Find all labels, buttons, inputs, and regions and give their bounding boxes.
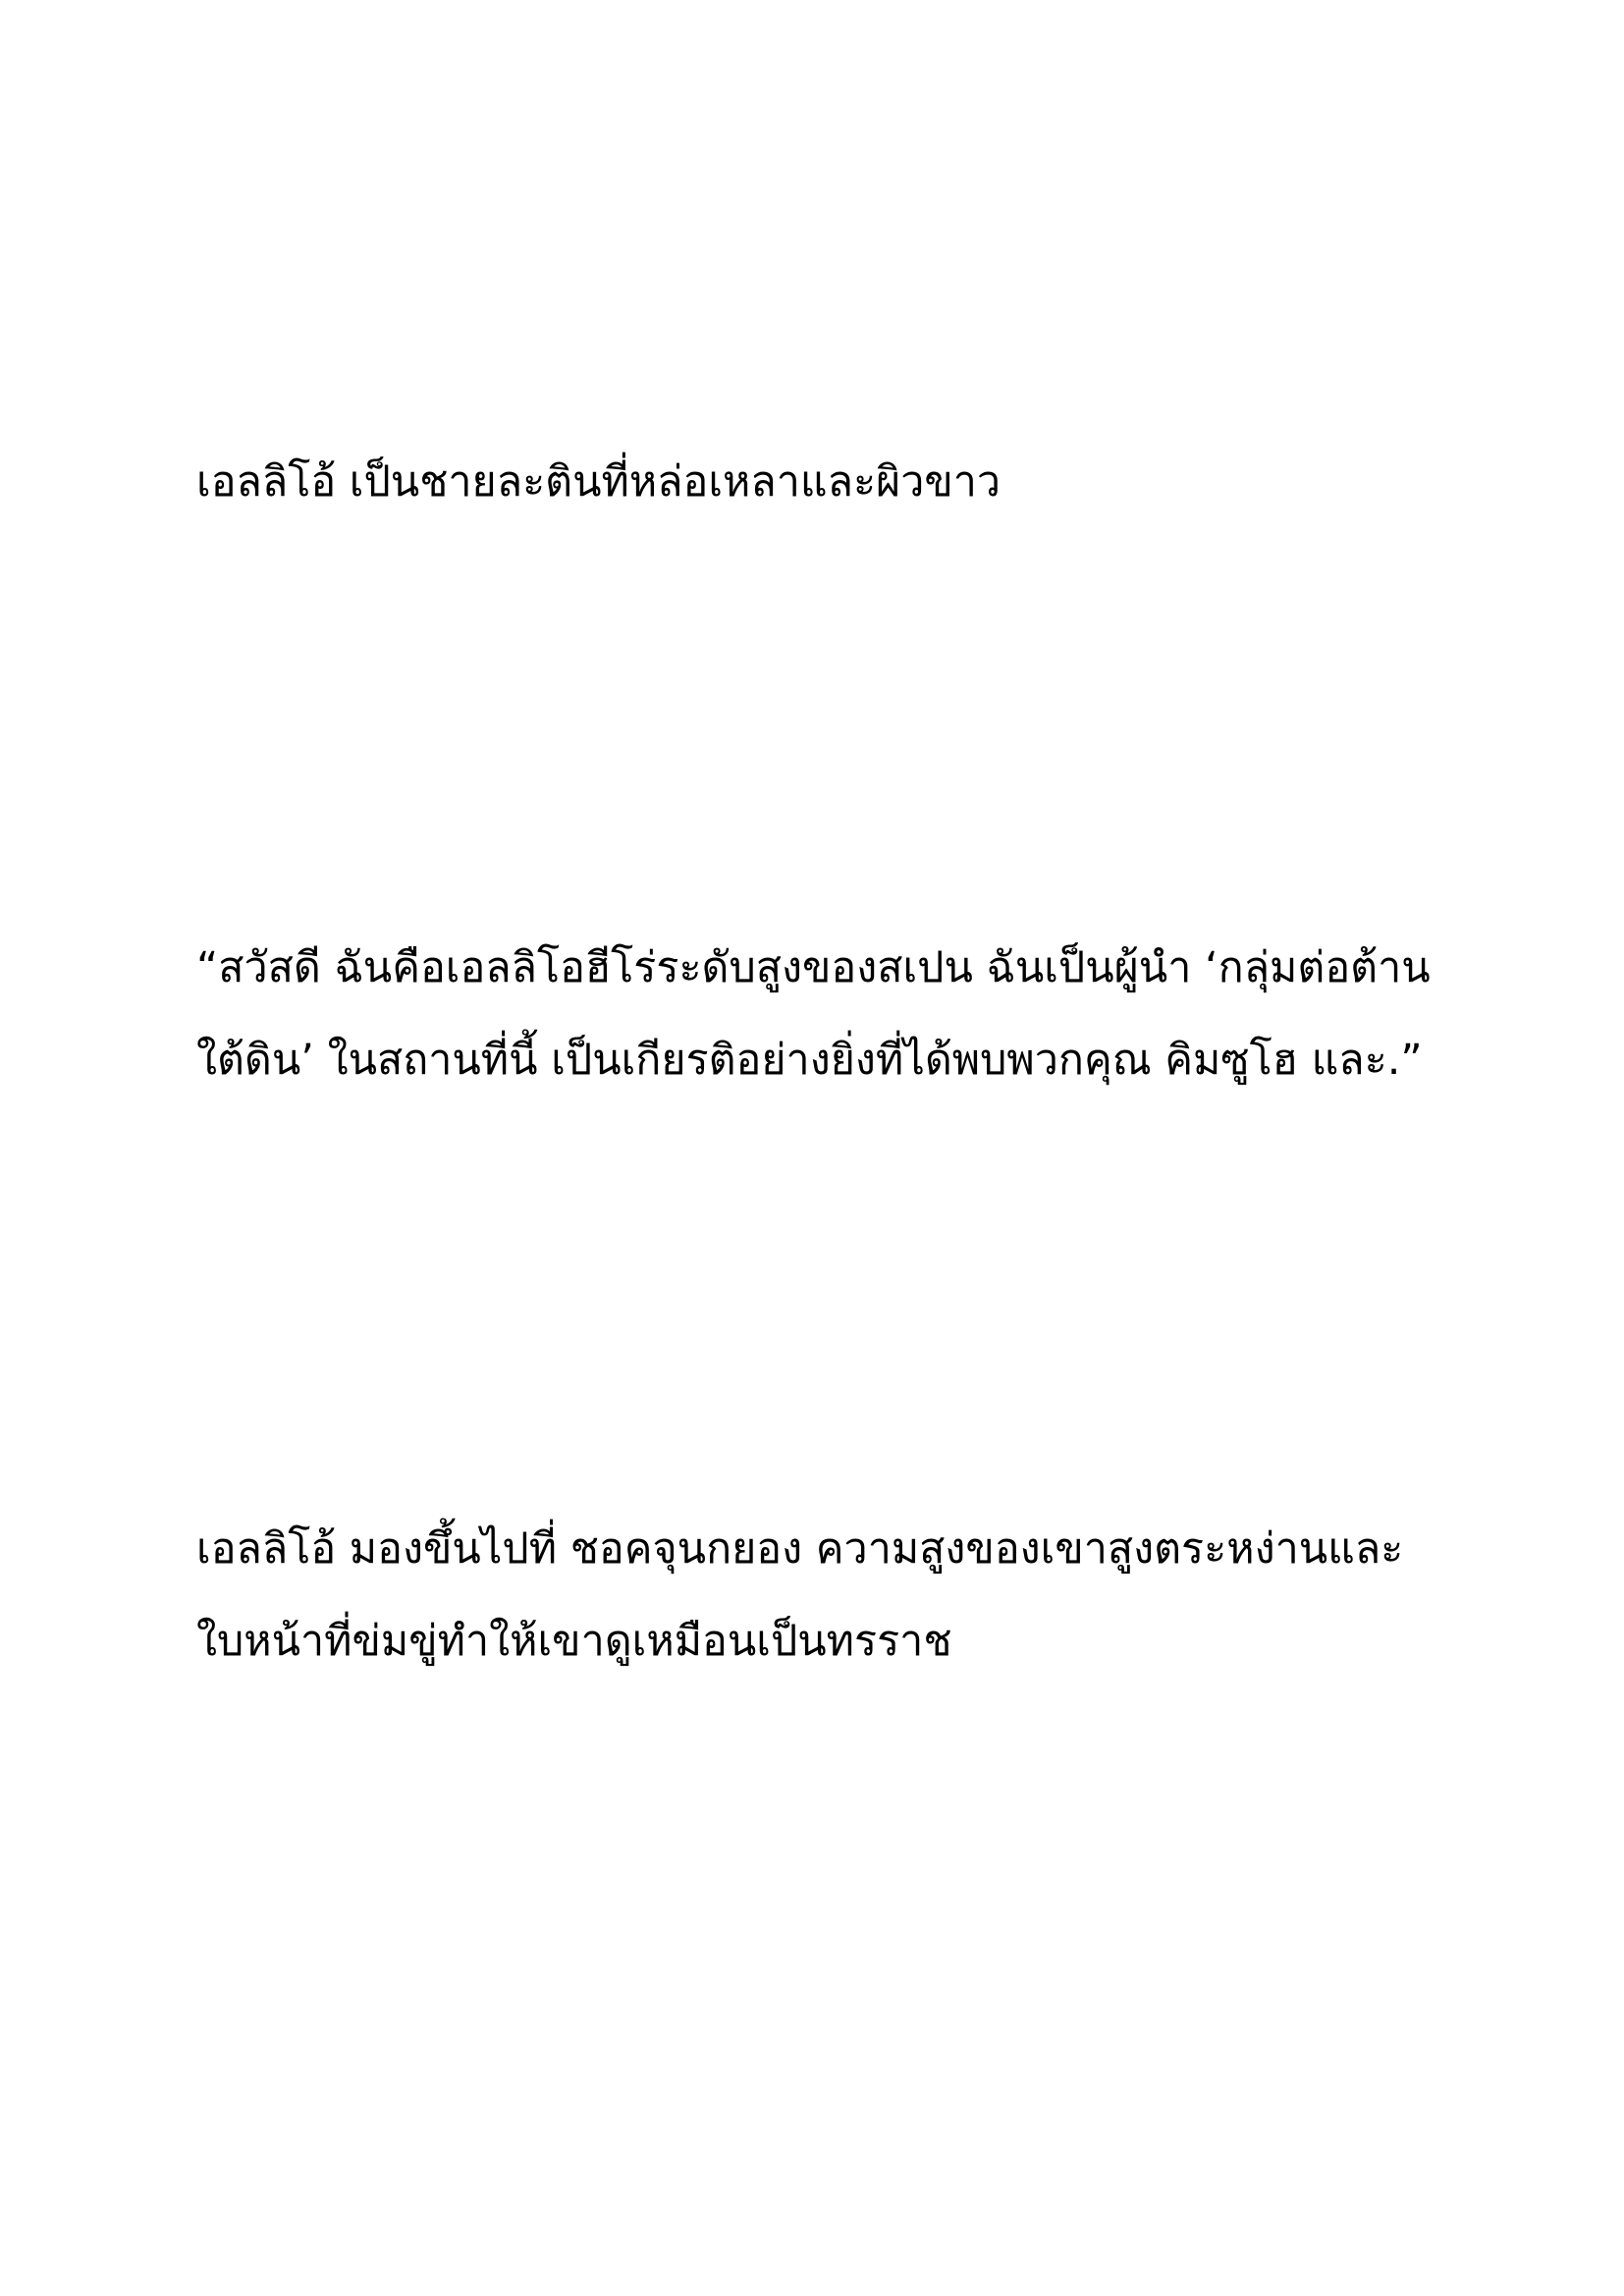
paragraph-3-line-1: เอลลิโอ้ มองขึ้นไปที่ ชอคจุนกยอง ความสูงของเขาสูงตระหง่านและ	[196, 1524, 1404, 1574]
paragraph-3-line-2: ใบหน้าที่ข่มขู่ทำให้เขาดูเหมือนเป็นทรราช	[196, 1617, 952, 1666]
paragraph-2-line-2: ใต้ดิน’ ในสถานที่นี้ เป็นเกียรติอย่างยิ่งที่ได้พบพวกคุณ คิมซูโฮ และ.”	[196, 1036, 1423, 1085]
paragraph-1-line-1: เอลลิโอ้ เป็นชายละตินที่หล่อเหลาและผิวขาว	[196, 457, 1001, 507]
paragraph-2-line-1: “สวัสดี ฉันคือเอลลิโอฮีโร่ระดับสูงของสเปน ฉันเป็นผู้นำ ‘กลุ่มต่อต้าน	[196, 943, 1431, 992]
